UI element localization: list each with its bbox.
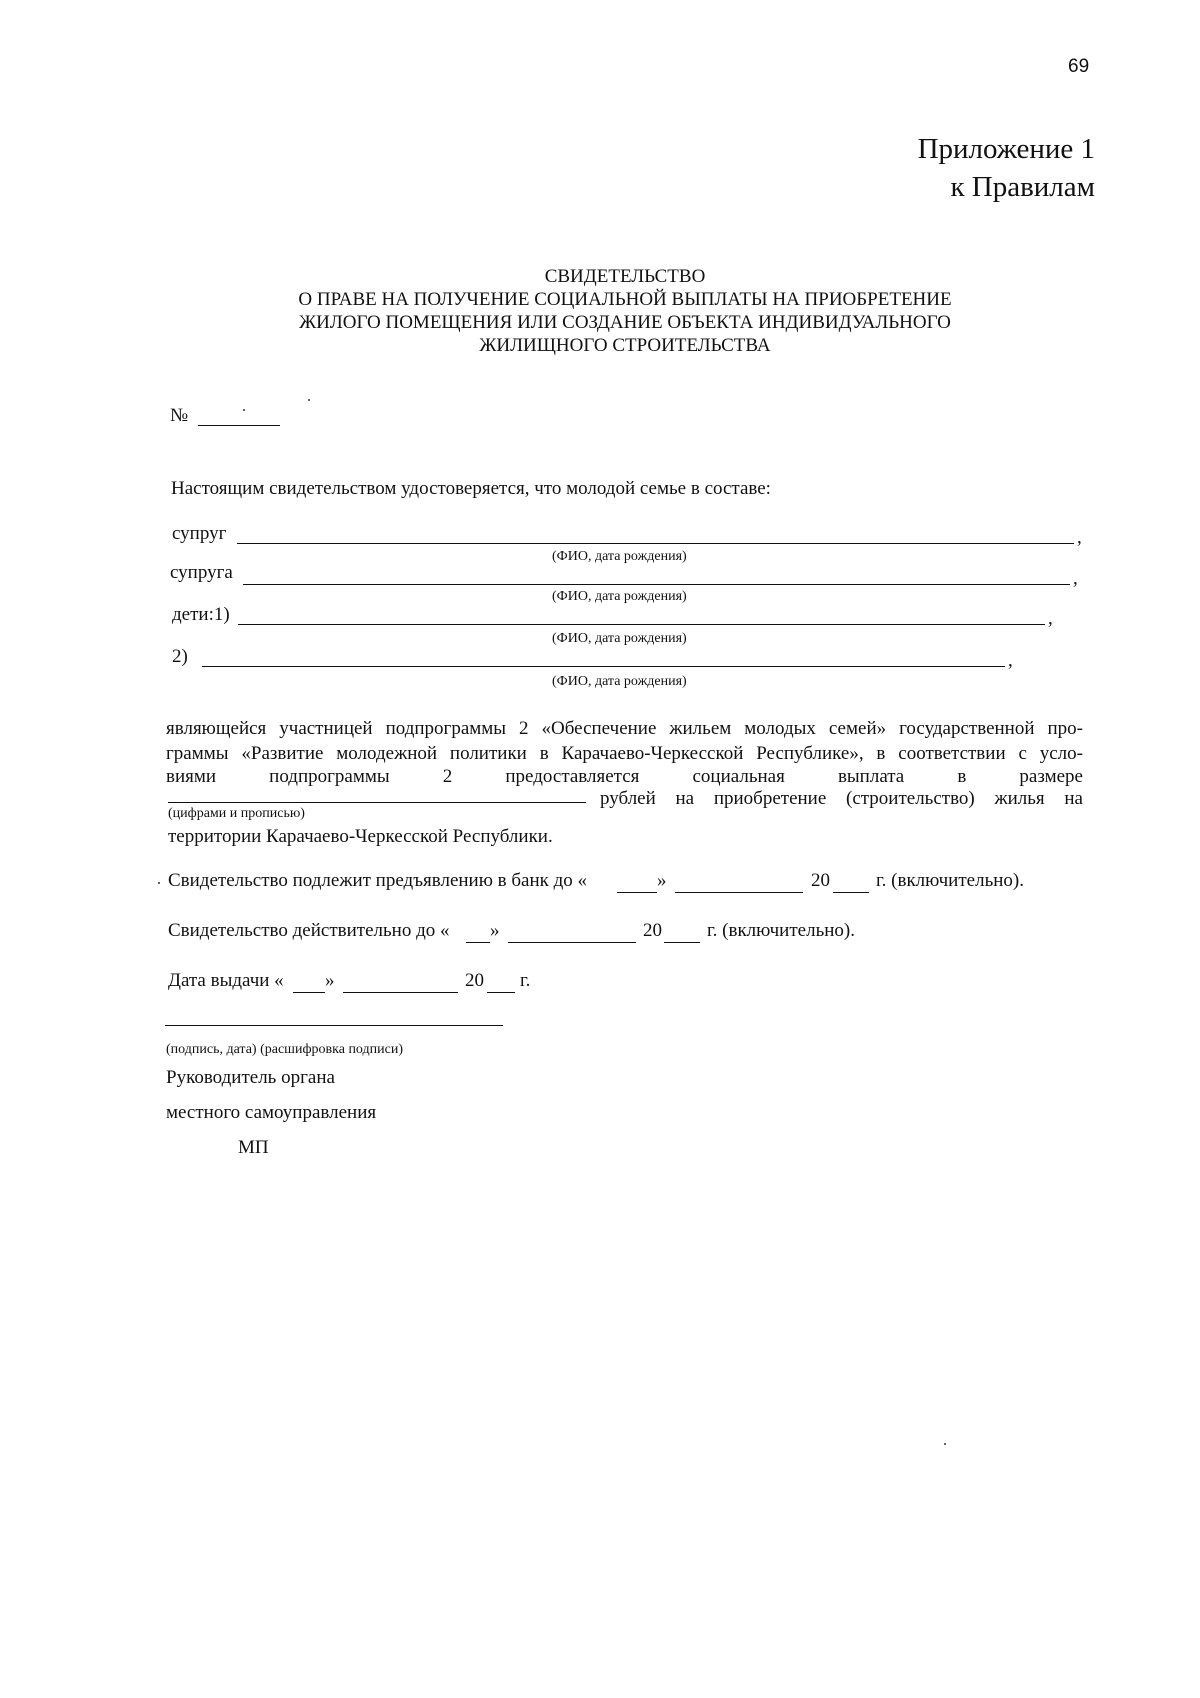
valid-until-suffix: г. (включительно). xyxy=(707,920,855,941)
title-line-1: СВИДЕТЕЛЬСТВО xyxy=(544,266,706,287)
spouse-wife-caption: (ФИО, дата рождения) xyxy=(552,589,687,604)
child-1-comma: , xyxy=(1048,608,1053,629)
spouse-husband-comma: , xyxy=(1077,527,1082,548)
bank-year-prefix: 20 xyxy=(811,870,830,891)
scan-speck xyxy=(243,409,245,411)
spouse-wife-field-line xyxy=(243,584,1070,585)
issue-day-close: » xyxy=(325,970,335,991)
child-2-comma: , xyxy=(1008,650,1013,671)
title-line-2: О ПРАВЕ НА ПОЛУЧЕНИЕ СОЦИАЛЬНОЙ ВЫПЛАТЫ НА ПРИОБРЕТЕНИЕ xyxy=(298,289,952,310)
children-label: дети:1) xyxy=(172,604,230,625)
body-line-2: граммы «Развитие молодежной политики в Карачаево-Черкесской Республике», в соответствии с усло- xyxy=(166,743,1083,764)
issue-date-prefix: Дата выдачи « xyxy=(168,970,284,991)
body-line-4: рублей на приобретение (строительство) жилья на xyxy=(600,788,1083,809)
seal-placeholder: МП xyxy=(238,1137,269,1158)
child-2-field-line xyxy=(202,666,1005,667)
valid-until-prefix: Свидетельство действительно до « xyxy=(168,920,450,941)
body-line-1: являющейся участницей подпрограммы 2 «Обеспечение жильем молодых семей» государственной про- xyxy=(166,718,1083,739)
issue-month-line xyxy=(343,992,458,993)
bank-deadline-prefix: Свидетельство подлежит предъявлению в банк до « xyxy=(168,870,588,891)
signer-role-line-1: Руководитель органа xyxy=(166,1067,335,1088)
spouse-wife-label: супруга xyxy=(170,562,233,583)
spouse-husband-field-line xyxy=(237,543,1074,544)
valid-month-line xyxy=(508,942,636,943)
child-2-caption: (ФИО, дата рождения) xyxy=(552,674,687,689)
scan-speck xyxy=(158,882,160,884)
issue-day-line xyxy=(293,992,325,993)
annex-line-1: Приложение 1 xyxy=(917,133,1095,165)
signature-line xyxy=(165,1025,503,1026)
child-1-caption: (ФИО, дата рождения) xyxy=(552,631,687,646)
valid-year-line xyxy=(664,942,700,943)
bank-month-line xyxy=(675,892,803,893)
amount-caption: (цифрами и прописью) xyxy=(168,806,305,821)
issue-year-prefix: 20 xyxy=(465,970,484,991)
title-line-4: ЖИЛИЩНОГО СТРОИТЕЛЬСТВА xyxy=(479,335,771,356)
bank-deadline-suffix: г. (включительно). xyxy=(876,870,1024,891)
annex-line-2: к Правилам xyxy=(950,171,1095,203)
scan-speck xyxy=(308,399,310,401)
valid-day-close: » xyxy=(490,920,500,941)
valid-day-line xyxy=(466,942,490,943)
spouse-husband-caption: (ФИО, дата рождения) xyxy=(552,549,687,564)
signer-role-line-2: местного самоуправления xyxy=(166,1102,377,1123)
issue-year-line xyxy=(487,992,515,993)
amount-field-line xyxy=(168,802,586,803)
page-number: 69 xyxy=(1068,56,1090,77)
scan-speck xyxy=(944,1443,946,1445)
valid-year-prefix: 20 xyxy=(643,920,662,941)
annex-heading xyxy=(918,130,1095,206)
number-label: № xyxy=(170,405,189,426)
signature-caption: (подпись, дата) (расшифровка подписи) xyxy=(166,1042,404,1057)
number-field-line xyxy=(198,425,280,426)
bank-day-close: » xyxy=(657,870,667,891)
bank-day-line xyxy=(617,892,657,893)
intro-text: Настоящим свидетельством удостоверяется, что молодой семье в составе: xyxy=(171,478,771,499)
body-line-3: виями подпрограммы 2 предоставляется социальная выплата в размере xyxy=(166,766,1083,787)
spouse-wife-comma: , xyxy=(1073,568,1078,589)
document-title xyxy=(240,265,1010,357)
issue-date-suffix: г. xyxy=(520,970,531,991)
title-line-3: ЖИЛОГО ПОМЕЩЕНИЯ ИЛИ СОЗДАНИЕ ОБЪЕКТА ИНДИВИДУАЛЬНОГО xyxy=(299,312,951,333)
body-line-5: территории Карачаево-Черкесской Республики. xyxy=(168,826,553,847)
spouse-husband-label: супруг xyxy=(172,523,227,544)
child-1-field-line xyxy=(238,624,1045,625)
child-2-label: 2) xyxy=(172,646,188,667)
bank-year-line xyxy=(833,892,869,893)
